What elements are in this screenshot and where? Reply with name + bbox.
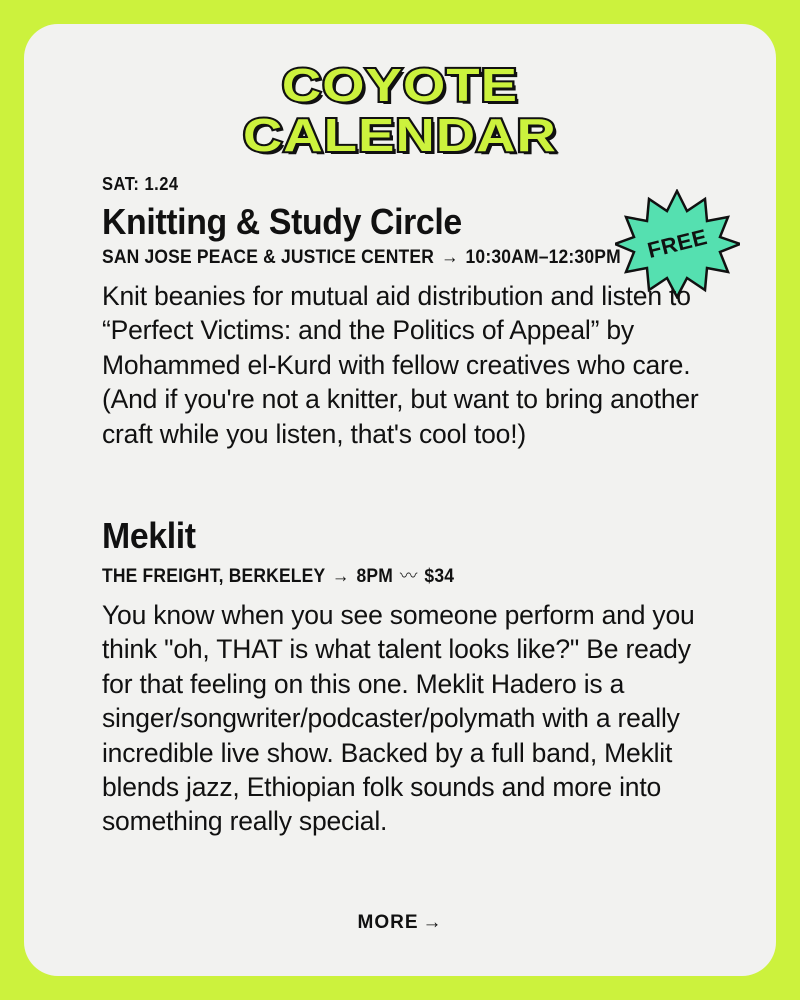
free-badge-label: FREE [644,224,710,263]
event-price: $34 [424,565,455,587]
arrow-icon: → [440,246,459,268]
more-label: MORE [357,912,419,933]
date-label: SAT: 1.24 [102,174,179,194]
event-description: Knit beanies for mutual aid distribution and listen to “Perfect Victims: and the Politics of Appeal” by Mohammed el-Kurd with fellow creatives who care. (And if you're not a knitter, but want to bring another craft while you listen, that's cool too!) [102,280,699,449]
event-title: Knitting & Study Circle [102,201,462,242]
event-time: 10:30AM–12:30PM [465,246,621,268]
event-title: Meklit [102,514,196,556]
events-list [102,174,714,879]
event-meta [102,247,665,269]
event-time: 8PM [356,565,393,587]
arrow-right-icon: → [422,912,443,933]
event-description: You know when you see someone perform and you think "oh, THAT is what talent looks like?" Be ready for that feeling on this one. Meklit Hadero is a singer/songwriter/podcaster/polymath with a really incredible live show. Backed by a full band, Meklit blends jazz, Ethiopian folk sounds and more into something really special. [102,599,695,837]
more-link[interactable] [24,912,776,934]
event-meta [102,561,665,588]
event-item [102,514,714,839]
logo-line-calendar: CALENDAR [242,109,557,161]
logo-line-coyote: COYOTE [281,59,519,111]
event-venue: SAN JOSE PEACE & JUSTICE CENTER [102,246,435,268]
calendar-card [24,24,776,976]
arrow-icon: → [331,565,350,587]
squiggle-icon: 〰 [399,565,418,587]
event-venue: THE FREIGHT, BERKELEY [102,565,326,587]
logo [24,59,776,161]
event-item [102,203,714,451]
spacer [102,491,714,517]
